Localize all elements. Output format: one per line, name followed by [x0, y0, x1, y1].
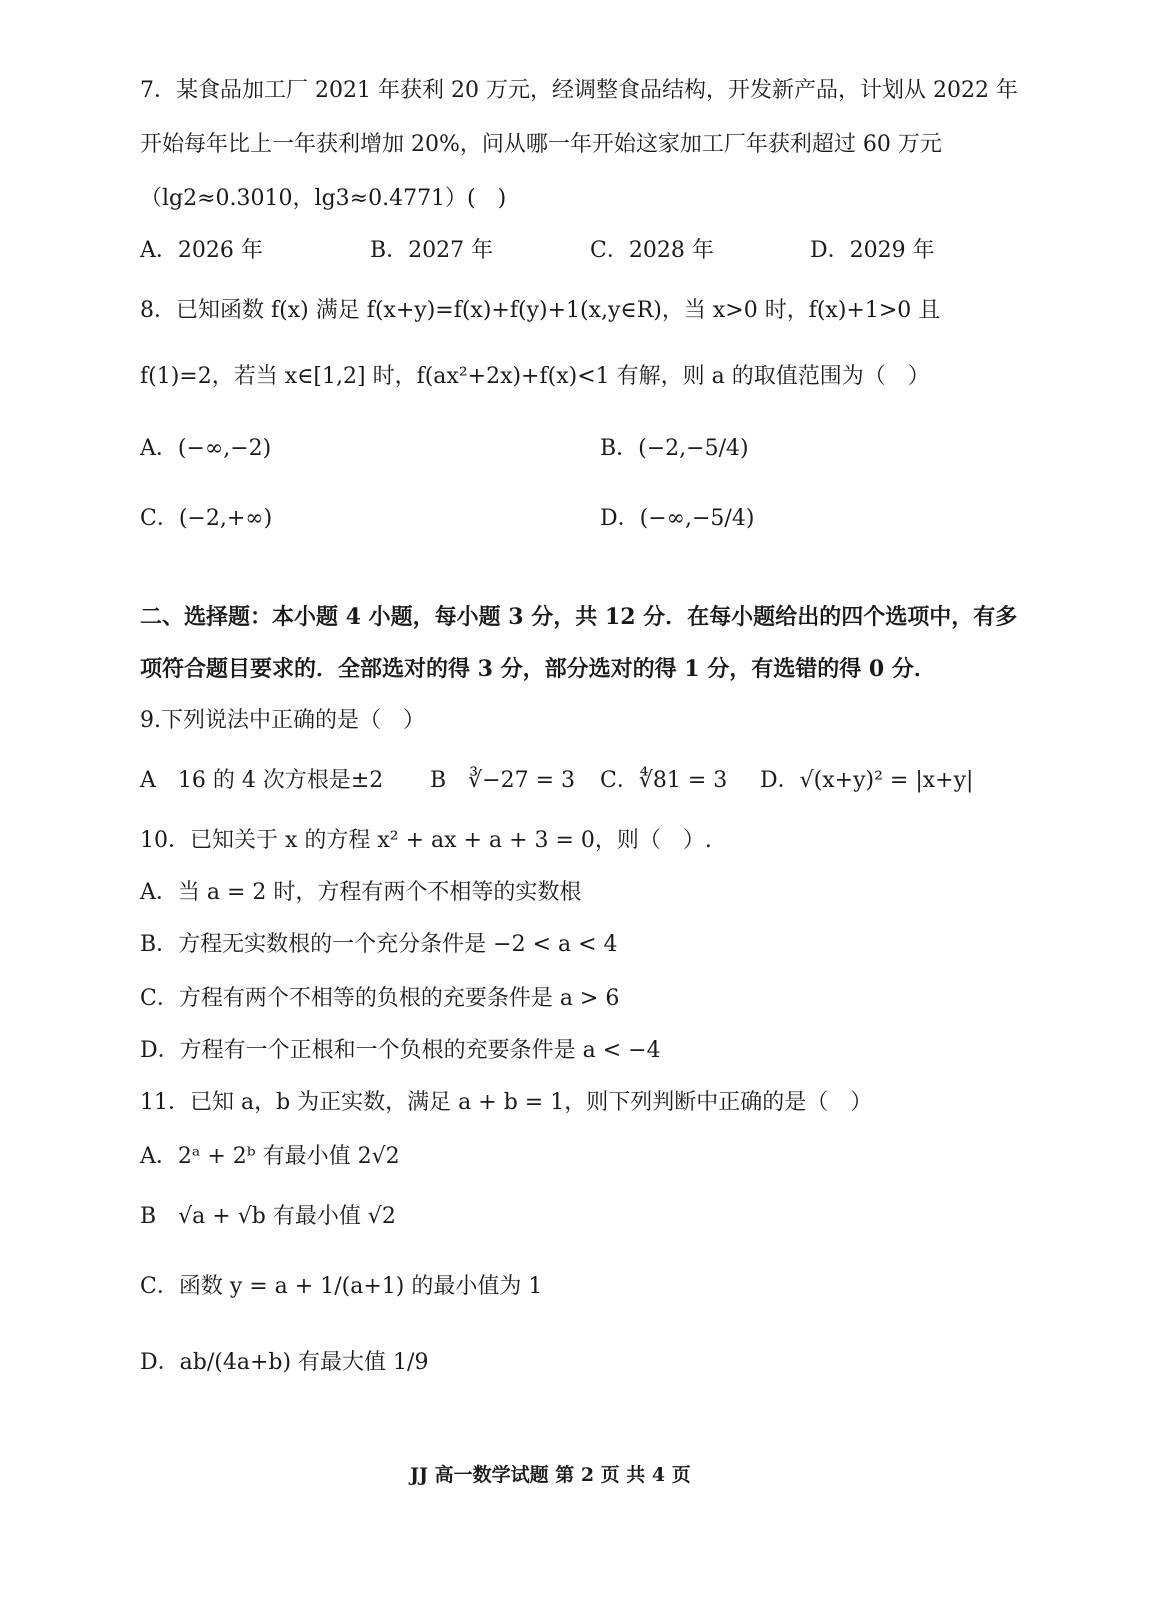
q9-stem: 9.下列说法中正确的是（ ）	[140, 708, 425, 733]
q11-option-d: D．ab/(4a+b) 有最大值 1/9	[140, 1350, 429, 1375]
q9-option-d: D．√(x+y)² = |x+y|	[760, 768, 974, 793]
q10-option-a: A．当 a = 2 时，方程有两个不相等的实数根	[140, 880, 582, 905]
q8-option-c: C．(−2,+∞)	[140, 506, 273, 531]
q7-option-d: D．2029 年	[810, 238, 935, 263]
q10-option-b: B．方程无实数根的一个充分条件是 −2 < a < 4	[140, 932, 618, 957]
q11-option-a: A．2ᵃ + 2ᵇ 有最小值 2√2	[140, 1144, 400, 1169]
q7-option-c: C．2028 年	[590, 238, 714, 263]
q10-option-c: C．方程有两个不相等的负根的充要条件是 a > 6	[140, 986, 620, 1011]
q11-stem: 11．已知 a，b 为正实数，满足 a + b = 1，则下列判断中正确的是（ ）	[140, 1090, 873, 1115]
q9-option-a: A 16 的 4 次方根是±2	[140, 768, 384, 793]
q8-line1: 8．已知函数 f(x) 满足 f(x+y)=f(x)+f(y)+1(x,y∈R)，当 x>0 时，f(x)+1>0 且	[140, 298, 941, 323]
q7-option-b: B．2027 年	[370, 238, 494, 263]
q9-option-c: C．∜81 = 3	[600, 768, 728, 793]
q7-line1: 7．某食品加工厂 2021 年获利 20 万元，经调整食品结构，开发新产品，计划从 2022 年	[140, 78, 1018, 103]
section2-line2: 项符合题目要求的．全部选对的得 3 分，部分选对的得 1 分，有选错的得 0 分．	[140, 656, 936, 682]
q9-option-b: B ∛−27 = 3	[430, 768, 576, 793]
q11-option-b: B √a + √b 有最小值 √2	[140, 1204, 396, 1229]
q7-line3: （lg2≈0.3010，lg3≈0.4771）( )	[140, 186, 507, 211]
q8-option-a: A．(−∞,−2)	[140, 436, 272, 461]
q7-line2: 开始每年比上一年获利增加 20%，问从哪一年开始这家加工厂年获利超过 60 万元	[140, 132, 942, 157]
q7-option-a: A．2026 年	[140, 238, 263, 263]
q10-stem: 10．已知关于 x 的方程 x² + ax + a + 3 = 0，则（ ）.	[140, 828, 712, 853]
q11-option-c: C．函数 y = a + 1/(a+1) 的最小值为 1	[140, 1274, 543, 1299]
section2-line1: 二、选择题：本小题 4 小题，每小题 3 分，共 12 分．在每小题给出的四个选项中，有多	[140, 604, 1018, 630]
q8-line2: f(1)=2，若当 x∈[1,2] 时，f(ax²+2x)+f(x)<1 有解，则 a 的取值范围为（ ）	[140, 364, 930, 389]
page-footer: JJ 高一数学试题 第 2 页 共 4 页	[410, 1464, 691, 1486]
q8-option-d: D．(−∞,−5/4)	[600, 506, 755, 531]
q8-option-b: B．(−2,−5/4)	[600, 436, 749, 461]
q10-option-d: D．方程有一个正根和一个负根的充要条件是 a < −4	[140, 1038, 661, 1063]
